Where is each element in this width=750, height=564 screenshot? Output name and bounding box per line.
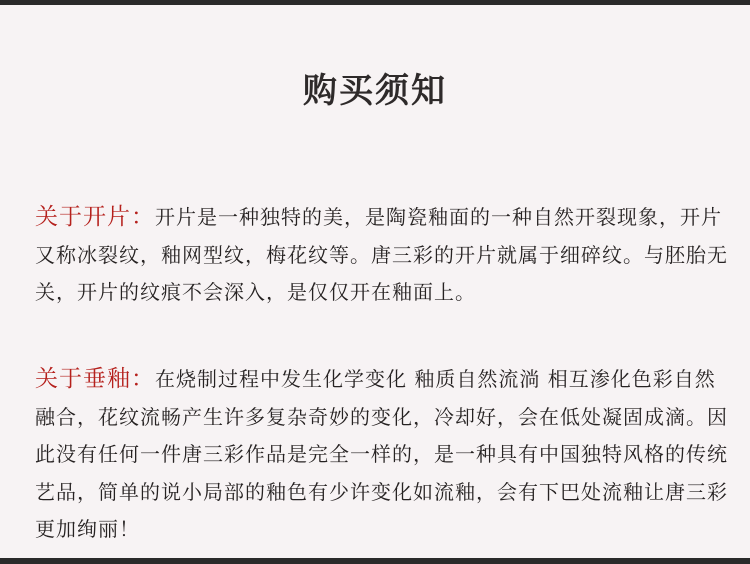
bottom-border-bar <box>0 558 750 564</box>
top-border-bar <box>0 0 750 5</box>
section-crackle-glaze <box>35 199 735 312</box>
page-title: 购买须知 <box>303 71 447 111</box>
section-heading: 关于开片： <box>35 204 155 230</box>
section-heading: 关于垂釉： <box>35 366 155 392</box>
section-dripping-glaze <box>35 361 735 549</box>
section-body: 开片是一种独特的美，是陶瓷釉面的一种自然开裂现象，开片又称冰裂纹，釉网型纹，梅花纹等。唐三彩的开片就属于细碎纹。与胚胎无关，开片的纹痕不会深入，是仅仅开在釉面上。 <box>35 205 728 304</box>
section-body: 在烧制过程中发生化学变化 釉质自然流淌 相互渗化色彩自然融合，花纹流畅产生许多复杂奇妙的变化，冷却好，会在低处凝固成滴。因此没有任何一件唐三彩作品是完全一样的，是一种具有中国独特风格的传统艺品，简单的说小局部的釉色有少许变化如流釉，会有下巴处流釉让唐三彩更加绚丽！ <box>35 367 728 541</box>
